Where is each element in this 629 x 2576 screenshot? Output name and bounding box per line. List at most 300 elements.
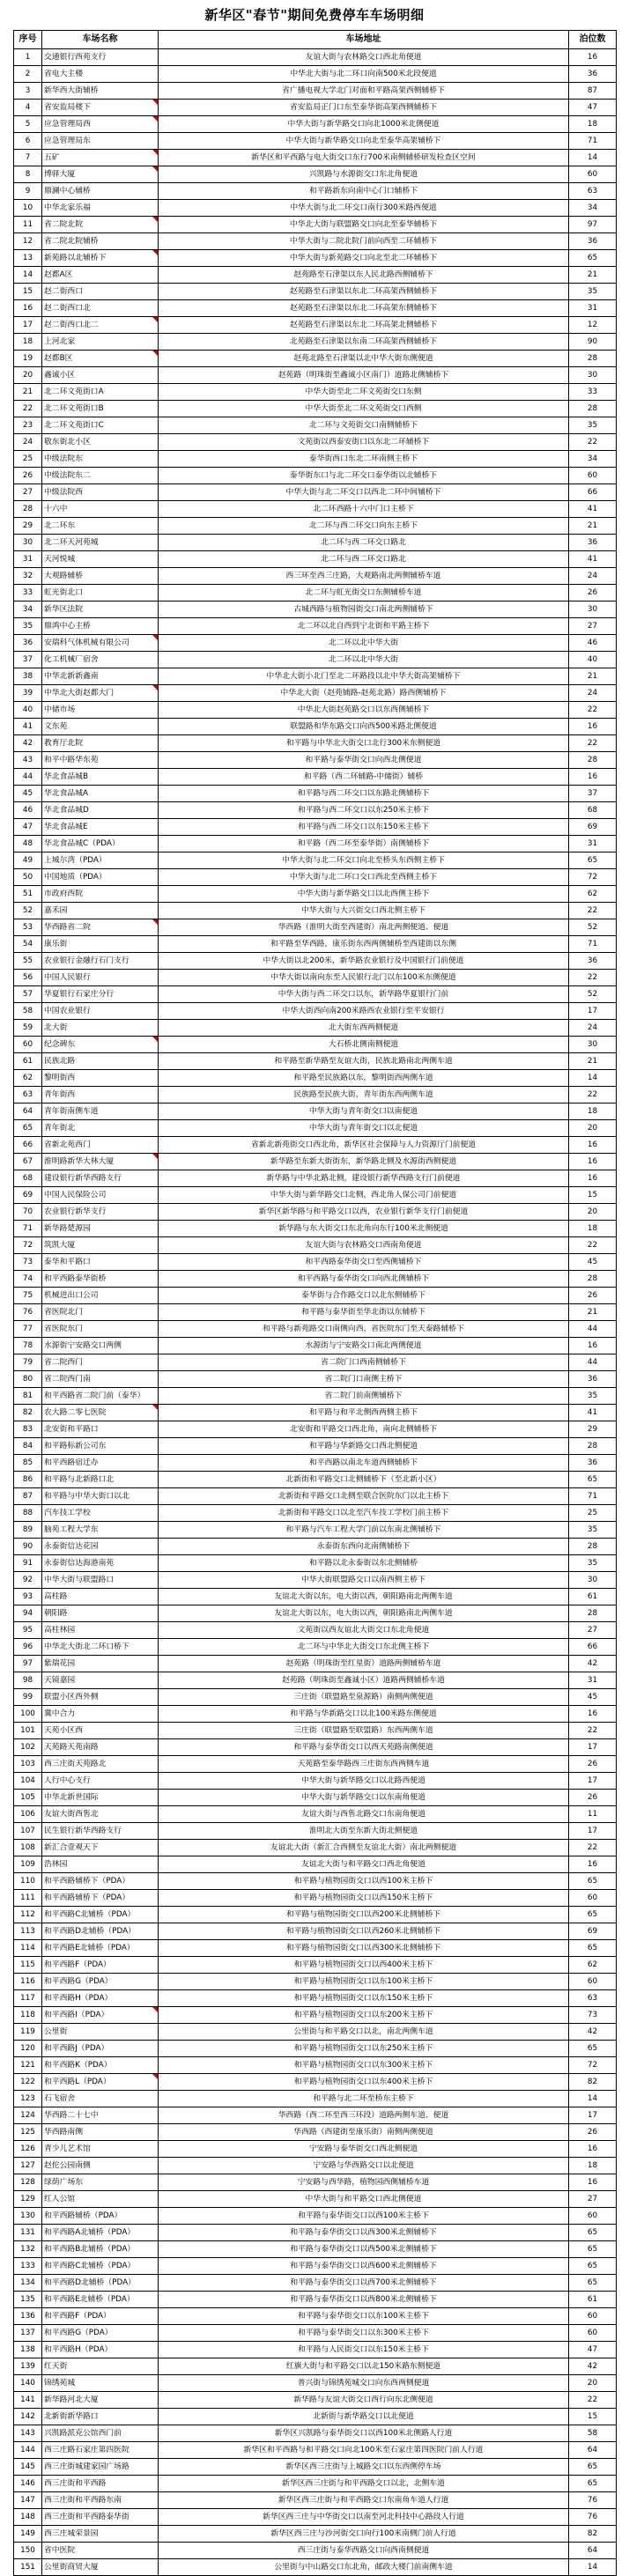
cell-no: 115 (14, 1957, 42, 1974)
cell-no: 4 (14, 100, 42, 116)
cell-no: 60 (14, 1037, 42, 1053)
cell-address: 红旗大街与和平路交口以北150米路东侧便道 (159, 2358, 569, 2375)
cell-address: 赵苑路（明珠街至红星街）道路两侧辅桥车道 (159, 1656, 569, 1672)
cell-address: 中华大街与北二环交口向北至桥头东西侧主桥下 (159, 853, 569, 869)
cell-spaces: 60 (569, 1890, 617, 1907)
cell-spaces: 24 (569, 685, 617, 702)
table-row (14, 551, 617, 568)
cell-address: 省广播电视大学北门对面和平路高架西侧辅桥下 (159, 83, 569, 100)
cell-name: 西三庄街和平西路 (42, 2476, 159, 2492)
table-row (14, 133, 617, 150)
cell-address: 和平路与植物园街交口以东150米主桥下 (159, 1990, 569, 2007)
cell-spaces: 41 (569, 1405, 617, 1421)
cell-name: 鼎鸿中心主桥 (42, 618, 159, 635)
cell-spaces: 35 (569, 1522, 617, 1539)
cell-no: 81 (14, 1388, 42, 1405)
cell-spaces: 29 (569, 1421, 617, 1438)
cell-spaces: 60 (569, 2208, 617, 2225)
table-row (14, 434, 617, 451)
cell-name: 虹光街北口 (42, 585, 159, 602)
cell-address: 新华区和平西路与和平路交口向北100米至石家庄第四医院门前人行道 (159, 2442, 569, 2459)
cell-spaces: 22 (569, 1237, 617, 1254)
cell-name: 永泰街信达海港南苑 (42, 1555, 159, 1572)
table-row (14, 1488, 617, 1505)
cell-spaces: 36 (569, 535, 617, 551)
cell-spaces: 16 (569, 1170, 617, 1187)
cell-no: 96 (14, 1639, 42, 1656)
cell-name: 高柱林园 (42, 1622, 159, 1639)
table-row (14, 1539, 617, 1555)
cell-name: 机械进出口公司 (42, 1288, 159, 1304)
cell-address: 和平路与西二环交口以东路北侧辅桥下 (159, 786, 569, 802)
cell-name: 西三庄路石家庄第四医院 (42, 2442, 159, 2459)
cell-address: 中华大街与新华路交口以东南角便道 (159, 1790, 569, 1806)
cell-spaces: 36 (569, 1455, 617, 1472)
table-row (14, 1070, 617, 1087)
cell-name: 省医院北门 (42, 1304, 159, 1321)
cell-spaces: 65 (569, 2476, 617, 2492)
cell-no: 9 (14, 183, 42, 200)
cell-address: 北二环与虹光街交口东侧辅桥车道 (159, 585, 569, 602)
cell-name: 中华北大街赵都大门 (42, 685, 159, 702)
cell-spaces: 36 (569, 233, 617, 250)
cell-no: 138 (14, 2342, 42, 2358)
cell-no: 150 (14, 2543, 42, 2559)
table-row (14, 786, 617, 802)
cell-address: 新华路与中华北路北侧，建设银行新华西路支行门前便道 (159, 1170, 569, 1187)
cell-no: 131 (14, 2225, 42, 2241)
cell-no: 118 (14, 2007, 42, 2024)
table-row (14, 1840, 617, 1856)
cell-name: 和平西路E北辅桥（PDA） (42, 2292, 159, 2308)
cell-spaces: 82 (569, 2074, 617, 2091)
cell-address: 省新北新苑街交口西北角，新华区社会保障与人力资源厅门前便道 (159, 1137, 569, 1154)
cell-name: 博驿大厦 (42, 166, 159, 183)
cell-no: 101 (14, 1723, 42, 1739)
table-row (14, 2141, 617, 2158)
cell-address: 泰华街东口与北二环交口泰华街以北辅桥下 (159, 468, 569, 484)
cell-spaces: 16 (569, 1137, 617, 1154)
table-row (14, 685, 617, 702)
cell-name: 脑苑工程大学东 (42, 1522, 159, 1539)
cell-spaces: 65 (569, 2041, 617, 2057)
cell-address: 和平路与植物园街交口以东300米主桥下 (159, 2057, 569, 2074)
cell-no: 117 (14, 1990, 42, 2007)
cell-name: 和平中路华东苑 (42, 752, 159, 769)
table-row (14, 501, 617, 518)
cell-address: 西三环至西三庄路，大观路南北两侧辅桥车道 (159, 568, 569, 585)
cell-spaces: 24 (569, 1020, 617, 1037)
table-row (14, 1522, 617, 1539)
cell-address: 中华大街与新华路交口向北至泰华高架辅桥下 (159, 133, 569, 150)
cell-name: 民族北路 (42, 1053, 159, 1070)
cell-name: 化工机械厂宿舍 (42, 652, 159, 668)
cell-address: 宁安路与华西路交口以北便道 (159, 2158, 569, 2174)
cell-address: 和平路与北二环至桥东主桥下 (159, 2091, 569, 2107)
table-row (14, 267, 617, 284)
cell-no: 19 (14, 351, 42, 367)
table-row (14, 2375, 617, 2392)
cell-no: 39 (14, 685, 42, 702)
cell-name: 大观路辅桥 (42, 568, 159, 585)
cell-address: 和平西路泰华街交口至西侧辅桥下 (159, 1254, 569, 1271)
cell-no: 34 (14, 602, 42, 618)
cell-name: 鼎澜中心辅桥 (42, 183, 159, 200)
cell-no: 109 (14, 1856, 42, 1873)
cell-no: 61 (14, 1053, 42, 1070)
cell-name: 中华北新新鑫南 (42, 668, 159, 685)
cell-address: 中华大街以南向东至人民银行北门以东100米东侧便道 (159, 970, 569, 986)
table-row (14, 1923, 617, 1940)
table-row (14, 986, 617, 1003)
cell-no: 104 (14, 1773, 42, 1790)
cell-spaces: 28 (569, 1539, 617, 1555)
table-row (14, 1723, 617, 1739)
cell-spaces: 18 (569, 2158, 617, 2174)
cell-no: 54 (14, 936, 42, 953)
cell-spaces: 21 (569, 1053, 617, 1070)
cell-address: 和平路与泰华街交口以西600米北侧辅桥下 (159, 2258, 569, 2275)
cell-name: 省二院西门南 (42, 1371, 159, 1388)
table-row (14, 853, 617, 869)
cell-address: 和平路与泰华街交口以西天苑路南侧便道 (159, 1739, 569, 1756)
cell-no: 64 (14, 1103, 42, 1120)
cell-address: 和平路至华西路，康乐街东西两侧辅桥至西建街以东侧 (159, 936, 569, 953)
cell-address: 北二环与文苑街交口南侧辅桥下 (159, 417, 569, 434)
cell-spaces: 71 (569, 936, 617, 953)
cell-name: 公里街商贸大厦 (42, 2559, 159, 2576)
cell-name: 浩林园 (42, 1856, 159, 1873)
table-row (14, 1103, 617, 1120)
cell-address: 新华路与东大街交口东北角向东行100米北侧便道 (159, 1221, 569, 1237)
cell-spaces: 17 (569, 1773, 617, 1790)
cell-address: 和平路与泰华街交口以西100米主桥下 (159, 2208, 569, 2225)
table-row (14, 585, 617, 602)
cell-name: 北二环文苑街口A (42, 384, 159, 401)
table-row (14, 1622, 617, 1639)
cell-no: 20 (14, 367, 42, 384)
table-row (14, 100, 617, 116)
cell-address: 和平路与华新路交口西北侧便道 (159, 1438, 569, 1455)
table-row (14, 518, 617, 535)
cell-spaces: 22 (569, 1087, 617, 1103)
cell-name: 华北食品城C（PDA） (42, 836, 159, 853)
cell-no: 97 (14, 1656, 42, 1672)
parking-lot-table (13, 30, 617, 2576)
cell-spaces: 26 (569, 1288, 617, 1304)
table-row (14, 1438, 617, 1455)
cell-address: 中华大街与新苑路交口向北至北二环辅桥下 (159, 250, 569, 267)
table-row (14, 1338, 617, 1354)
cell-name: 文东苑 (42, 719, 159, 735)
table-row (14, 1940, 617, 1957)
table-row (14, 2509, 617, 2526)
cell-name: 青少儿艺术馆 (42, 2141, 159, 2158)
cell-address: 和平路至新华路至友谊大街，民族北路南北两侧车道 (159, 1053, 569, 1070)
table-row (14, 719, 617, 735)
cell-name: 应急管理局西 (42, 116, 159, 133)
cell-spaces: 14 (569, 1070, 617, 1087)
cell-no: 79 (14, 1354, 42, 1371)
cell-spaces: 58 (569, 2425, 617, 2442)
table-row (14, 568, 617, 585)
cell-no: 88 (14, 1505, 42, 1522)
cell-address: 赵苑北路至石津渠以北中华大街东侧便道 (159, 351, 569, 367)
cell-spaces: 33 (569, 384, 617, 401)
cell-name: 西三庄街和平西路泰华街 (42, 2509, 159, 2526)
table-row (14, 1421, 617, 1438)
cell-spaces: 21 (569, 1304, 617, 1321)
cell-spaces: 26 (569, 2124, 617, 2141)
cell-name: 省中医院 (42, 2543, 159, 2559)
cell-spaces: 65 (569, 1873, 617, 1890)
table-row (14, 2442, 617, 2459)
cell-spaces: 31 (569, 836, 617, 853)
table-row (14, 1773, 617, 1790)
cell-address: 北二环与中华北大街交口东北侧主桥下 (159, 1639, 569, 1656)
cell-no: 80 (14, 1371, 42, 1388)
cell-no: 110 (14, 1873, 42, 1890)
cell-no: 134 (14, 2275, 42, 2292)
cell-spaces: 18 (569, 1103, 617, 1120)
cell-address: 新华区西三庄与中华街交口以南至河北科技中心路段人行道 (159, 2509, 569, 2526)
cell-no: 72 (14, 1237, 42, 1254)
cell-no: 128 (14, 2174, 42, 2191)
cell-address: 中华大街至北二环文苑街交口东侧 (159, 384, 569, 401)
cell-address: 新华区和平西路与电大街交口东行700米南侧辅桥研发检查区空间 (159, 150, 569, 166)
table-row (14, 1087, 617, 1103)
cell-spaces: 17 (569, 1823, 617, 1840)
cell-spaces: 73 (569, 2007, 617, 2024)
table-row (14, 417, 617, 434)
cell-no: 144 (14, 2442, 42, 2459)
cell-no: 141 (14, 2392, 42, 2409)
table-row (14, 1371, 617, 1388)
cell-spaces: 76 (569, 2492, 617, 2509)
cell-spaces: 28 (569, 1271, 617, 1288)
cell-no: 28 (14, 501, 42, 518)
table-row (14, 150, 617, 166)
cell-no: 89 (14, 1522, 42, 1539)
cell-name: 纪念碑东 (42, 1037, 159, 1053)
table-row (14, 752, 617, 769)
cell-no: 8 (14, 166, 42, 183)
cell-spaces: 26 (569, 585, 617, 602)
cell-spaces: 60 (569, 2325, 617, 2342)
cell-no: 76 (14, 1304, 42, 1321)
table-row (14, 2174, 617, 2191)
cell-spaces: 69 (569, 1923, 617, 1940)
table-row (14, 384, 617, 401)
cell-no: 140 (14, 2375, 42, 2392)
cell-name: 民生银行新华西路支行 (42, 1823, 159, 1840)
cell-spaces: 28 (569, 752, 617, 769)
cell-address: 中华大街至北二环文苑街交口西侧 (159, 401, 569, 417)
cell-address: 中华北大街小北门至北二环路段以北中华大街高架辅桥下 (159, 668, 569, 685)
cell-no: 137 (14, 2325, 42, 2342)
cell-no: 83 (14, 1421, 42, 1438)
cell-address: 和平路与泰华街交口以西300米北侧辅桥下 (159, 2225, 569, 2241)
cell-address: 西三庄街与泰华西路交口向西南侧便道 (159, 2543, 569, 2559)
cell-spaces: 14 (569, 2559, 617, 2576)
cell-address: 中华大街与北二环交口南行300米路西便道 (159, 200, 569, 217)
cell-address: 和平路与泰华街交口以东300米主桥下 (159, 2325, 569, 2342)
cell-no: 17 (14, 317, 42, 334)
cell-spaces: 47 (569, 100, 617, 116)
cell-name: 中国人民银行 (42, 970, 159, 986)
table-row (14, 484, 617, 501)
cell-spaces: 35 (569, 417, 617, 434)
cell-spaces: 15 (569, 1187, 617, 1204)
cell-name: 五矿 (42, 150, 159, 166)
cell-name: 和平路与北新路口北 (42, 1472, 159, 1488)
table-row (14, 2208, 617, 2225)
table-row (14, 735, 617, 752)
cell-no: 90 (14, 1539, 42, 1555)
table-row (14, 334, 617, 351)
cell-address: 赵苑路（明珠街至鑫诚小区南门）道路北侧辅桥下 (159, 367, 569, 384)
cell-no: 3 (14, 83, 42, 100)
cell-no: 121 (14, 2057, 42, 2074)
cell-spaces: 16 (569, 769, 617, 786)
cell-no: 111 (14, 1890, 42, 1907)
cell-no: 48 (14, 836, 42, 853)
cell-address: 北大街东西两侧便道 (159, 1020, 569, 1037)
table-row (14, 535, 617, 551)
cell-address: 三庄街（联盟路至联盟路）东西两侧车道 (159, 1723, 569, 1739)
cell-name: 安瑞科气体机械有限公司 (42, 635, 159, 652)
cell-name: 和平西路E北辅桥（PDA） (42, 1940, 159, 1957)
cell-spaces: 90 (569, 334, 617, 351)
cell-address: 北新街与新华路交口以北便道 (159, 2409, 569, 2425)
cell-no: 50 (14, 869, 42, 886)
cell-spaces: 42 (569, 1656, 617, 1672)
cell-address: 省二院门口南侧主桥下 (159, 1371, 569, 1388)
cell-address: 和平路（西二环辅路-中储街）辅桥 (159, 769, 569, 786)
cell-spaces: 16 (569, 1706, 617, 1723)
cell-spaces: 21 (569, 267, 617, 284)
cell-address: 和平路与华新路交口以北100米路东侧便道 (159, 1706, 569, 1723)
cell-spaces: 52 (569, 986, 617, 1003)
cell-spaces: 65 (569, 853, 617, 869)
cell-name: 和平西路G（PDA） (42, 2325, 159, 2342)
table-row (14, 602, 617, 618)
cell-name: 北大街 (42, 1020, 159, 1037)
cell-address: 和平路与植物园街交口以西200米北侧辅桥下 (159, 1907, 569, 1923)
cell-spaces: 16 (569, 719, 617, 735)
cell-spaces: 28 (569, 1605, 617, 1622)
cell-address: 北二环以北自西到宁北街和平路主桥下 (159, 618, 569, 635)
cell-no: 51 (14, 886, 42, 903)
cell-address: 华西路（西建街至康乐街）南侧两侧便道 (159, 2124, 569, 2141)
table-row (14, 1823, 617, 1840)
table-row (14, 1605, 617, 1622)
cell-no: 107 (14, 1823, 42, 1840)
table-row (14, 702, 617, 719)
cell-name: 西三庄街天苑路北 (42, 1756, 159, 1773)
cell-no: 71 (14, 1221, 42, 1237)
cell-no: 41 (14, 719, 42, 735)
cell-name: 省二院西门 (42, 1354, 159, 1371)
table-row (14, 1856, 617, 1873)
cell-name: 市政府西院 (42, 886, 159, 903)
table-row (14, 2024, 617, 2041)
cell-spaces: 22 (569, 2392, 617, 2409)
cell-no: 87 (14, 1488, 42, 1505)
cell-no: 30 (14, 535, 42, 551)
cell-spaces: 68 (569, 802, 617, 819)
cell-name: 中级法院西 (42, 484, 159, 501)
cell-address: 省二院门前南侧辅桥下 (159, 1388, 569, 1405)
cell-address: 北二环以北中华大街 (159, 652, 569, 668)
cell-no: 142 (14, 2409, 42, 2425)
cell-address: 和平路与泰华街交口以西500米北侧辅桥下 (159, 2241, 569, 2258)
cell-name: 新华西大街辅桥 (42, 83, 159, 100)
table-row (14, 66, 617, 83)
cell-spaces: 60 (569, 1974, 617, 1990)
cell-name: 西三庄街和平西路东南 (42, 2492, 159, 2509)
cell-spaces: 22 (569, 903, 617, 919)
cell-name: 赵都A区 (42, 267, 159, 284)
cell-address: 泰华街与合作路交口以北东侧辅桥下 (159, 1288, 569, 1304)
table-row (14, 2543, 617, 2559)
cell-spaces: 18 (569, 116, 617, 133)
cell-name: 农业银行金融行石门支行 (42, 953, 159, 970)
cell-no: 35 (14, 618, 42, 635)
cell-spaces: 35 (569, 1388, 617, 1405)
cell-name: 嘉禾园 (42, 903, 159, 919)
cell-spaces: 12 (569, 317, 617, 334)
cell-no: 55 (14, 953, 42, 970)
cell-address: 友谊大街与西售北路交口东南角便道 (159, 1806, 569, 1823)
cell-address: 中华大街与西二环交口以东，新华路华夏银行门前 (159, 986, 569, 1003)
cell-name: 石飞宿舍 (42, 2091, 159, 2107)
cell-address: 北安街和平路交口西北角，南向北侧辅桥下 (159, 1421, 569, 1438)
cell-name: 中级法院东 (42, 451, 159, 468)
cell-spaces: 61 (569, 2292, 617, 2308)
cell-no: 92 (14, 1572, 42, 1589)
cell-name: 新华路楚源园 (42, 1221, 159, 1237)
cell-spaces: 45 (569, 1254, 617, 1271)
table-row (14, 1472, 617, 1488)
cell-address: 新华区西三庄与沙河街交口向行100米南侧门前人行道 (159, 2526, 569, 2543)
cell-no: 149 (14, 2526, 42, 2543)
table-row (14, 2057, 617, 2074)
cell-name: 和平西路I（PDA） (42, 2007, 159, 2024)
cell-address: 中华大街联盟路交口以南西侧主桥下 (159, 1572, 569, 1589)
cell-spaces: 76 (569, 2509, 617, 2526)
table-row (14, 116, 617, 133)
cell-no: 44 (14, 769, 42, 786)
cell-address: 省二院门口西南侧辅桥下 (159, 1354, 569, 1371)
table-row (14, 869, 617, 886)
table-row (14, 1689, 617, 1706)
table-row (14, 1187, 617, 1204)
cell-name: 天苑路天苑南路 (42, 1739, 159, 1756)
cell-name: 农业银行新华支行 (42, 1204, 159, 1221)
cell-address: 和平路与植物园街交口以西300米北侧辅桥下 (159, 1940, 569, 1957)
cell-spaces: 60 (569, 166, 617, 183)
cell-spaces: 28 (569, 351, 617, 367)
cell-spaces: 64 (569, 2543, 617, 2559)
table-row (14, 300, 617, 317)
cell-spaces: 40 (569, 652, 617, 668)
cell-name: 联盟小区西外侧 (42, 1689, 159, 1706)
cell-spaces: 21 (569, 518, 617, 535)
cell-no: 11 (14, 217, 42, 233)
table-row (14, 1154, 617, 1170)
cell-name: 淮明路新华大林大厦 (42, 1154, 159, 1170)
